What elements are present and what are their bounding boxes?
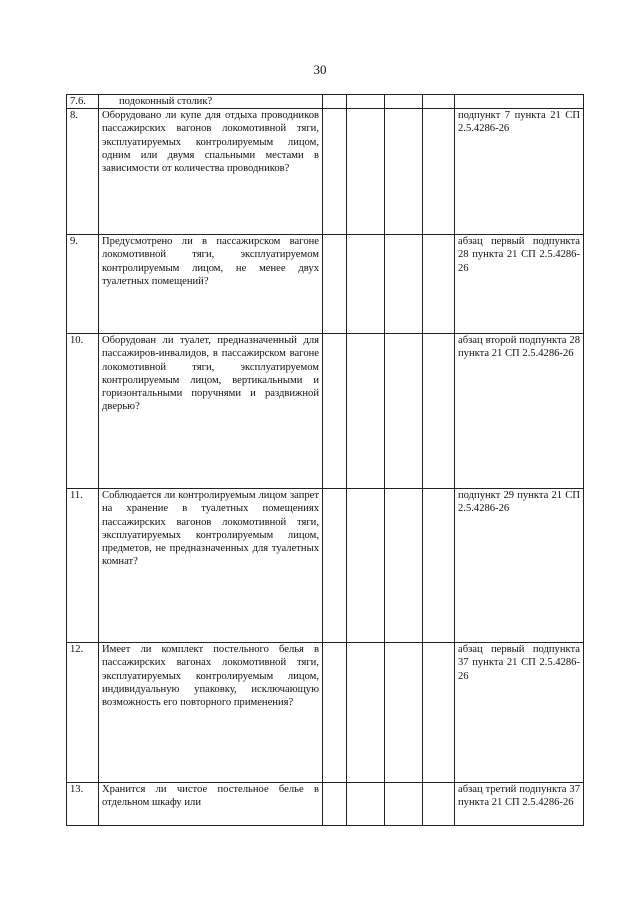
question-cell: Оборудовано ли купе для отдыха проводников пассажирских вагонов локомотивной тяги, эксплуатируемых контролируемым лицом, одним или двумя спальными местами в зависимости от количества проводников? [99, 109, 323, 235]
answer-cell [385, 235, 423, 334]
answer-cell [323, 109, 347, 235]
reference-cell: абзац второй подпункта 28 пункта 21 СП 2.5.4286-26 [455, 334, 584, 489]
answer-cell [323, 235, 347, 334]
answer-cell [323, 489, 347, 643]
row-number: 7.6. [67, 95, 99, 109]
row-number: 10. [67, 334, 99, 489]
answer-cell [423, 109, 455, 235]
answer-cell [347, 783, 385, 826]
answer-cell [385, 783, 423, 826]
answer-cell [385, 489, 423, 643]
answer-cell [323, 334, 347, 489]
reference-cell: подпункт 29 пункта 21 СП 2.5.4286-26 [455, 489, 584, 643]
answer-cell [347, 109, 385, 235]
table-row [67, 489, 584, 643]
reference-cell: абзац первый подпункта 28 пункта 21 СП 2.5.4286-26 [455, 235, 584, 334]
row-number: 12. [67, 643, 99, 783]
table-row [67, 334, 584, 489]
question-cell: Предусмотрено ли в пассажирском вагоне локомотивной тяги, эксплуатируемом контролируемым лицом, не менее двух туалетных помещений? [99, 235, 323, 334]
row-number: 13. [67, 783, 99, 826]
row-number: 11. [67, 489, 99, 643]
answer-cell [385, 334, 423, 489]
answer-cell [347, 95, 385, 109]
answer-cell [347, 235, 385, 334]
answer-cell [423, 334, 455, 489]
answer-cell [423, 643, 455, 783]
answer-cell [385, 109, 423, 235]
answer-cell [423, 783, 455, 826]
answer-cell [385, 95, 423, 109]
table-row [67, 109, 584, 235]
answer-cell [323, 643, 347, 783]
answer-cell [347, 334, 385, 489]
answer-cell [423, 235, 455, 334]
answer-cell [323, 783, 347, 826]
checklist-table [66, 94, 584, 826]
answer-cell [423, 489, 455, 643]
answer-cell [323, 95, 347, 109]
question-cell: Соблюдается ли контролируемым лицом запрет на хранение в туалетных помещениях пассажирских вагонов локомотивной тяги, эксплуатируемых контролируемым лицом, предметов, не предназначенных для туалетных комнат? [99, 489, 323, 643]
question-cell: Хранится ли чистое постельное белье в отдельном шкафу или [99, 783, 323, 826]
table-row [67, 95, 584, 109]
reference-cell: подпункт 7 пункта 21 СП 2.5.4286-26 [455, 109, 584, 235]
answer-cell [385, 643, 423, 783]
page-number: 30 [313, 62, 327, 77]
question-cell: Имеет ли комплект постельного белья в пассажирских вагонах локомотивной тяги, эксплуатируемых контролируемым лицом, индивидуальную упаковку, исключающую возможность его повторного применения? [99, 643, 323, 783]
reference-cell: абзац третий подпункта 37 пункта 21 СП 2.5.4286-26 [455, 783, 584, 826]
reference-cell: абзац первый подпункта 37 пункта 21 СП 2.5.4286-26 [455, 643, 584, 783]
answer-cell [347, 489, 385, 643]
row-number: 9. [67, 235, 99, 334]
table-row [67, 783, 584, 826]
question-cell: подоконный столик? [99, 95, 323, 109]
table-row [67, 643, 584, 783]
row-number: 8. [67, 109, 99, 235]
table-row [67, 235, 584, 334]
question-cell: Оборудован ли туалет, предназначенный для пассажиров-инвалидов, в пассажирском вагоне локомотивной тяги, эксплуатируемом контролируемым лицом, вертикальными и горизонтальными поручнями и раздвижной дверью? [99, 334, 323, 489]
reference-cell [455, 95, 584, 109]
answer-cell [347, 643, 385, 783]
answer-cell [423, 95, 455, 109]
